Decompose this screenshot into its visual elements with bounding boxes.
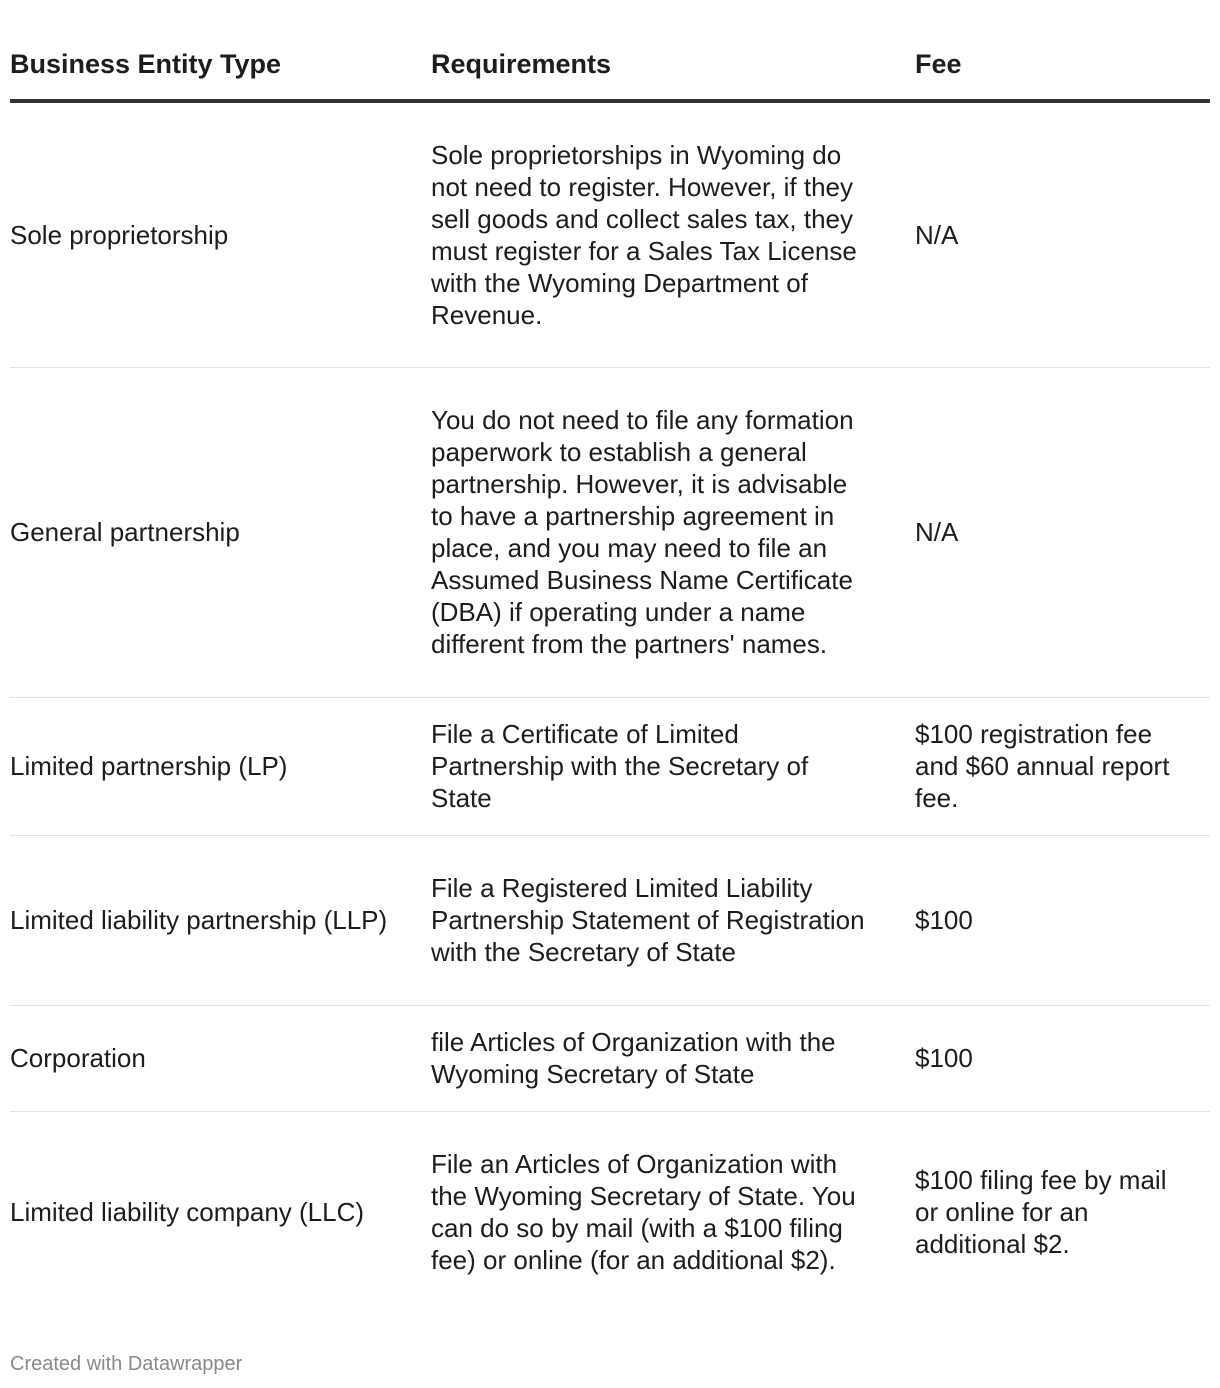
column-header-requirements[interactable]: Requirements — [431, 38, 915, 101]
cell-entity — [10, 697, 431, 835]
table-row — [10, 835, 1210, 1005]
table-header-row — [10, 38, 1210, 101]
cell-requirements — [431, 697, 915, 835]
cell-requirements-text: Sole proprietorships in Wyoming do not need to register. However, if they sell goods and collect sales tax, they must register for a Sales Tax License with the Wyoming Department of Revenue. — [431, 139, 857, 330]
cell-requirements — [431, 1111, 915, 1313]
cell-entity — [10, 835, 431, 1005]
cell-entity-text: Limited partnership (LP) — [10, 751, 288, 781]
cell-fee-text: $100 filing fee by mail or online for an additional $2. — [915, 1165, 1167, 1260]
cell-fee — [915, 367, 1210, 697]
cell-entity-text: Corporation — [10, 1043, 146, 1073]
table-row — [10, 1111, 1210, 1313]
cell-requirements — [431, 367, 915, 697]
cell-entity-text: Limited liability partnership (LLP) — [10, 905, 388, 935]
column-header-entity-type[interactable]: Business Entity Type — [10, 38, 431, 101]
cell-entity-text: Limited liability company (LLC) — [10, 1197, 365, 1228]
entity-table — [10, 38, 1210, 1313]
table-row — [10, 367, 1210, 697]
cell-fee — [915, 697, 1210, 835]
footer-credit[interactable]: Created with Datawrapper — [10, 1353, 243, 1375]
cell-requirements-text: file Articles of Organization with the Wyoming Secretary of State — [431, 1027, 836, 1089]
cell-fee — [915, 835, 1210, 1005]
cell-entity-text: General partnership — [10, 517, 240, 547]
table-row — [10, 1005, 1210, 1111]
cell-fee-text: N/A — [915, 219, 959, 250]
column-header-fee[interactable]: Fee — [915, 38, 1210, 101]
cell-requirements-text: File a Registered Limited Liability Partnership Statement of Registration with the Secretary of State — [431, 873, 865, 967]
cell-fee-text: $100 — [915, 905, 973, 935]
cell-requirements-text: File a Certificate of Limited Partnership with the Secretary of State — [431, 719, 809, 813]
cell-fee-text: $100 — [915, 1043, 973, 1073]
table-row — [10, 697, 1210, 835]
cell-entity-text: Sole proprietorship — [10, 219, 229, 250]
table-row — [10, 101, 1210, 367]
cell-requirements-text: File an Articles of Organization with the Wyoming Secretary of State. You can do so by mail (with a $100 filing fee) or online (for an additional $2). — [431, 1149, 856, 1276]
cell-entity — [10, 1111, 431, 1313]
cell-fee-text: N/A — [915, 517, 959, 547]
cell-requirements — [431, 1005, 915, 1111]
cell-requirements — [431, 101, 915, 367]
cell-entity — [10, 367, 431, 697]
cell-fee — [915, 101, 1210, 367]
cell-entity — [10, 1005, 431, 1111]
cell-requirements — [431, 835, 915, 1005]
cell-requirements-text: You do not need to file any formation paperwork to establish a general partnership. However, it is advisable to have a partnership agreement in place, and you may need to file an Assumed Business Name Certificate (DBA) if operating under a name different from the partners' names. — [431, 405, 854, 659]
cell-entity — [10, 101, 431, 367]
cell-fee-text: $100 registration fee and $60 annual report fee. — [915, 719, 1170, 813]
cell-fee — [915, 1111, 1210, 1313]
cell-fee — [915, 1005, 1210, 1111]
